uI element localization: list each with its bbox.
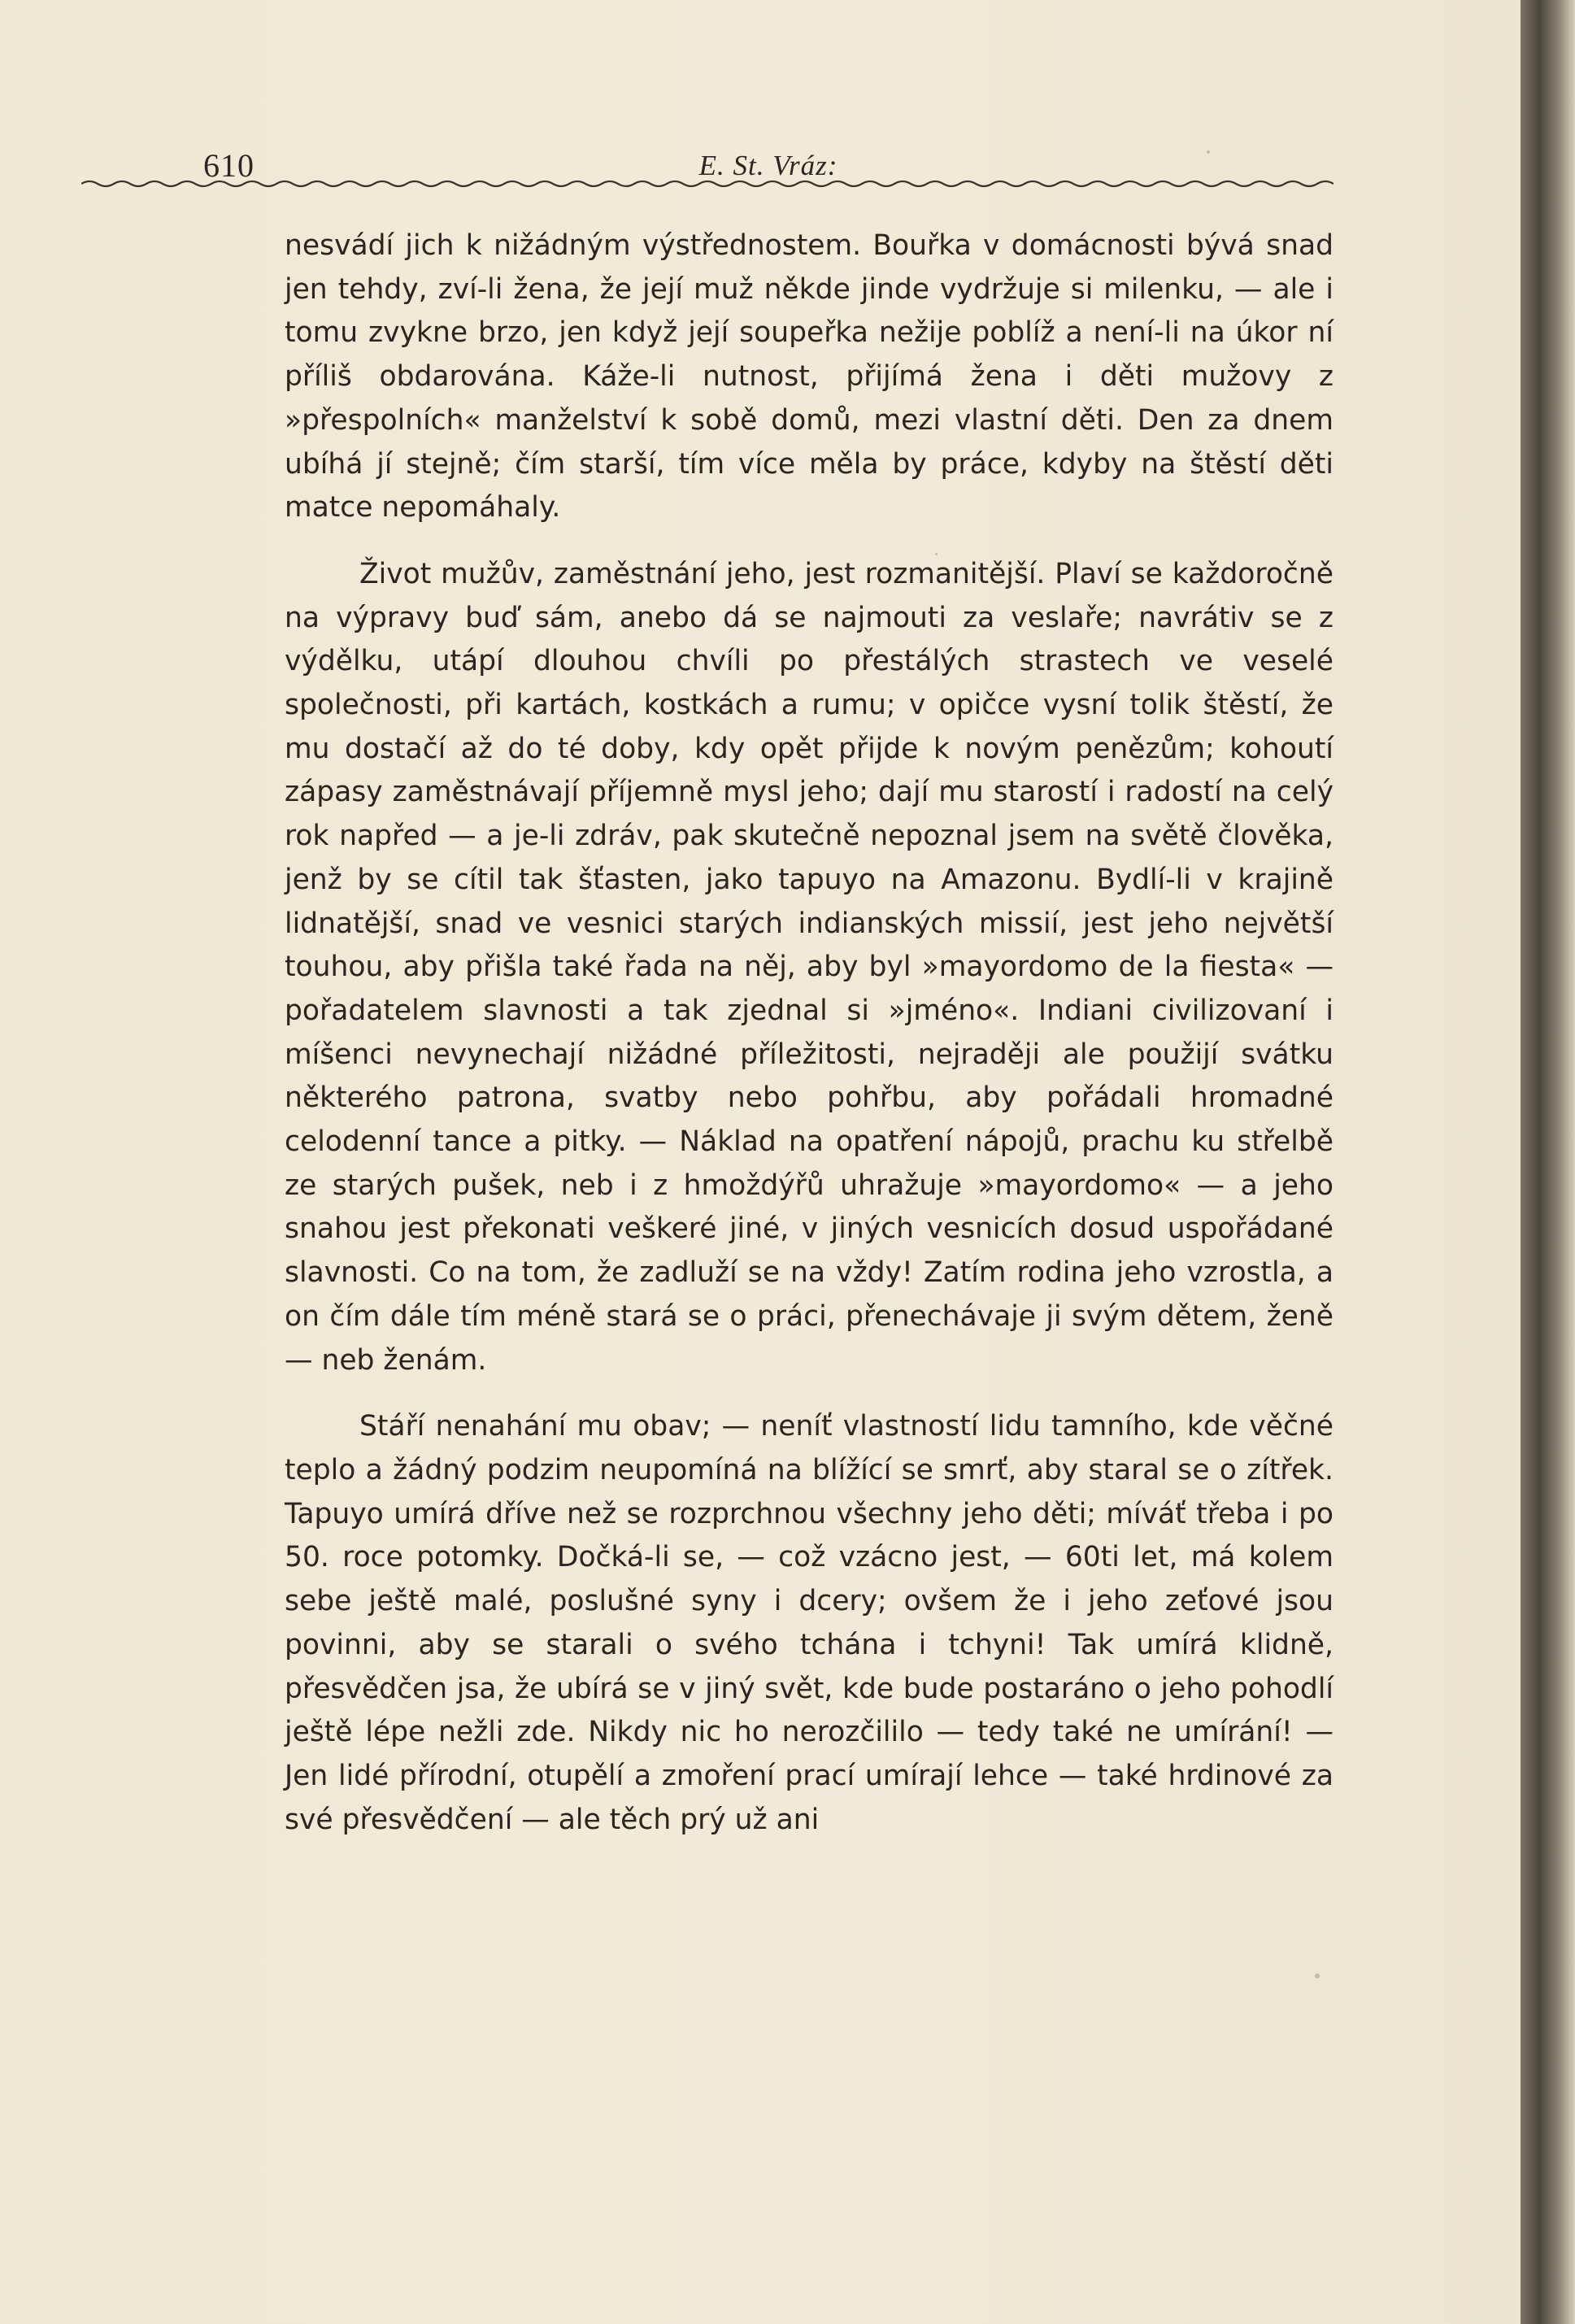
- paper-speck: [1315, 1974, 1320, 1978]
- page-number: 610: [203, 147, 255, 184]
- paragraph-3: Stáří nenahání mu obav; — neníť vlastností lidu tamního, kde věčné teplo a žádný podzim neupomíná na blížící se smrť, aby staral se o zítřek. Tapuyo umírá dříve než se rozprchnou všechny jeho děti; míváť třeba i po 50. roce potomky. Dočká-li se, — což vzácno jest, — 60ti let, má kolem sebe ještě malé, poslušné syny i dcery; ovšem že i jeho zeťové jsou povinni, aby se starali o svého tchána i tchyni! Tak umírá klidně, přesvědčen jsa, že ubírá se v jiný svět, kde bude postaráno o jeho pohodlí ještě lépe nežli zde. Nikdy nic ho nerozčililo — tedy také ne umírání! — Jen lidé přírodní, otupělí a zmoření prací umírají lehce — také hrdinové za své přesvědčení — ale těch prý už ani: [285, 1410, 1334, 1836]
- running-head: E. St. Vráz:: [698, 150, 838, 181]
- paragraph-2: Život mužův, zaměstnání jeho, jest rozmanitější. Plaví se každoročně na výpravy buď sám, anebo dá se najmouti za veslaře; navrátiv se z výdělku, utápí dlouhou chvíli po přestálých strastech ve veselé společnosti, při kartách, kostkách a rumu; v opičce vysní tolik štěstí, že mu dostačí až do té doby, kdy opět přijde k novým penězům; kohoutí zápasy zaměstnávají příjemně mysl jeho; dají mu starostí i radostí na celý rok napřed — a je-li zdráv, pak skutečně nepoznal jsem na světě člověka, jenž by se cítil tak šťasten, jako tapuyo na Amazonu. Bydlí-li v krajině lidnatější, snad ve vesnici starých indianských missií, jest jeho největší touhou, aby přišla také řada na něj, aby byl »mayordomo de la fiesta« — pořadatelem slavnosti a tak zjednal si »jméno«. Indiani civilizovaní i míšenci nevynechají nižádné příležitosti, nejraději ale použijí svátku některého patrona, svatby nebo pohřbu, aby pořádali hromadné celodenní tance a pitky. — Náklad na opatření nápojů, prachu ku střelbě ze starých pušek, neb i z hmoždýřů uhražuje »mayordomo« — a jeho snahou jest překonati veškeré jiné, v jiných vesnicích dosud uspořádané slavnosti. Co na tom, že zadluží se na vždy! Zatím rodina jeho vzrostla, a on čím dále tím méně stará se o práci, přenechávaje ji svým dětem, ženě — neb ženám.: [285, 557, 1334, 1377]
- book-spine-edge: [1521, 0, 1575, 2324]
- ornamental-rule: [81, 177, 1334, 190]
- paragraph-1: nesvádí jich k nižádným výstřednostem. Bouřka v domácnosti bývá snad jen tehdy, zví-li žena, že její muž někde jinde vydržuje si milenku, — ale i tomu zvykne brzo, jen když její soupeřka nežije poblíž a není-li na úkor ní příliš obdarována. Káže-li nutnost, přijímá žena i děti mužovy z »přespolních« manželství k sobě domů, mezi vlastní děti. Den za dnem ubíhá jí stejně; čím starší, tím více měla by práce, kdyby na štěstí děti matce nepomáhaly.: [285, 229, 1334, 524]
- paper-speck: [935, 553, 938, 555]
- paper-speck: [1207, 150, 1210, 154]
- body-text: [285, 224, 1334, 1842]
